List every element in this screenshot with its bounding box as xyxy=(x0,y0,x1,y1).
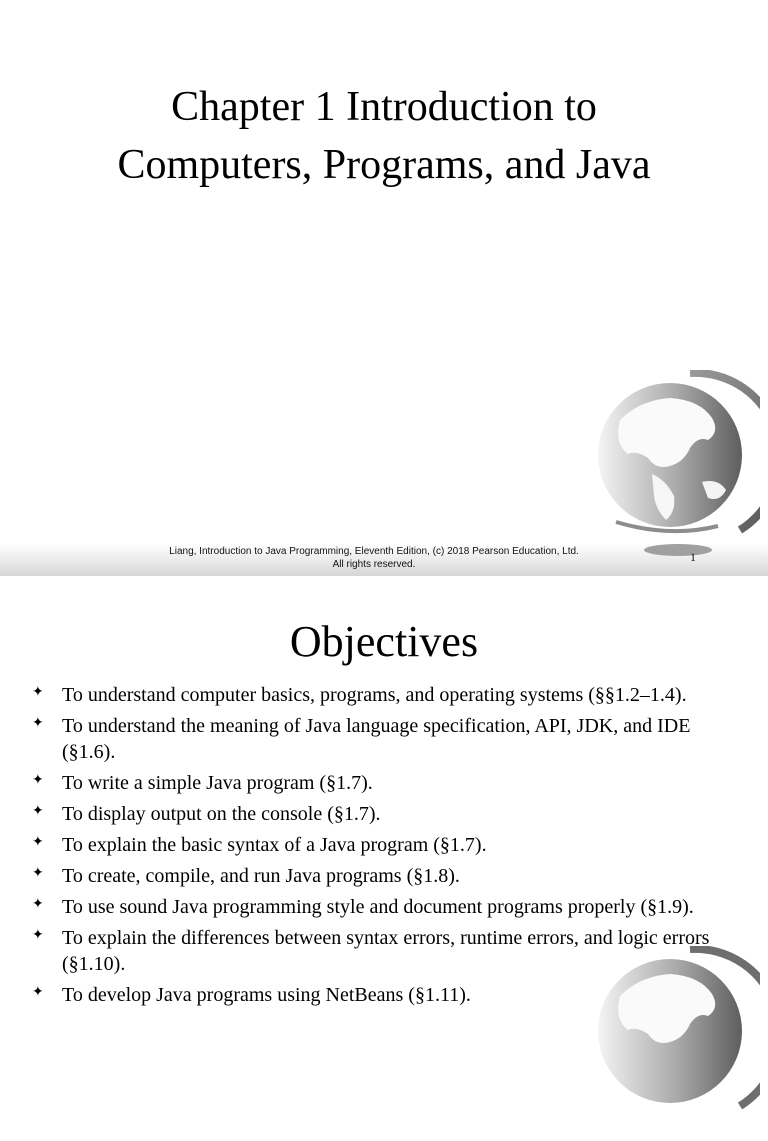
objective-item xyxy=(32,801,747,827)
objective-text: To create, compile, and run Java programs (§1.8). xyxy=(62,865,460,887)
objective-item xyxy=(32,713,747,765)
bullet-star-icon: ✦ xyxy=(32,716,44,731)
slide-title: Objectives xyxy=(289,617,479,666)
bullet-star-icon: ✦ xyxy=(32,685,44,700)
bullet-star-icon: ✦ xyxy=(32,804,44,819)
objective-text: To understand the meaning of Java language specification, API, JDK, and IDE (§1.6). xyxy=(62,715,691,763)
bullet-star-icon: ✦ xyxy=(32,928,44,943)
slide-title xyxy=(0,78,768,194)
bullet-star-icon: ✦ xyxy=(32,773,44,788)
objective-text: To use sound Java programming style and document programs properly (§1.9). xyxy=(62,896,694,918)
objective-item xyxy=(32,832,747,858)
title-line-1: Chapter 1 Introduction to xyxy=(171,84,597,130)
copyright-footer xyxy=(150,545,598,571)
objective-item xyxy=(32,770,747,796)
objective-item xyxy=(32,894,747,920)
objective-text: To explain the basic syntax of a Java program (§1.7). xyxy=(62,834,487,856)
bullet-star-icon: ✦ xyxy=(32,835,44,850)
bullet-star-icon: ✦ xyxy=(32,897,44,912)
objective-text: To develop Java programs using NetBeans (§1.11). xyxy=(62,984,471,1006)
objective-text: To explain the differences between syntax errors, runtime errors, and logic errors (§1.10). xyxy=(62,927,710,975)
globe-icon xyxy=(590,946,760,1141)
objective-text: To display output on the console (§1.7). xyxy=(62,803,381,825)
page-number: 1 xyxy=(690,550,696,564)
bullet-star-icon: ✦ xyxy=(32,866,44,881)
title-line-2: Computers, Programs, and Java xyxy=(117,142,651,188)
footer-line-2: All rights reserved. xyxy=(332,559,416,570)
objective-text: To understand computer basics, programs, and operating systems (§§1.2–1.4). xyxy=(62,684,687,706)
footer-line-1: Liang, Introduction to Java Programming, Eleventh Edition, (c) 2018 Pearson Education, Ltd. xyxy=(169,546,579,557)
objective-text: To write a simple Java program (§1.7). xyxy=(62,772,373,794)
objective-item xyxy=(32,682,747,708)
objective-item xyxy=(32,863,747,889)
globe-icon xyxy=(590,370,760,565)
bullet-star-icon: ✦ xyxy=(32,985,44,1000)
